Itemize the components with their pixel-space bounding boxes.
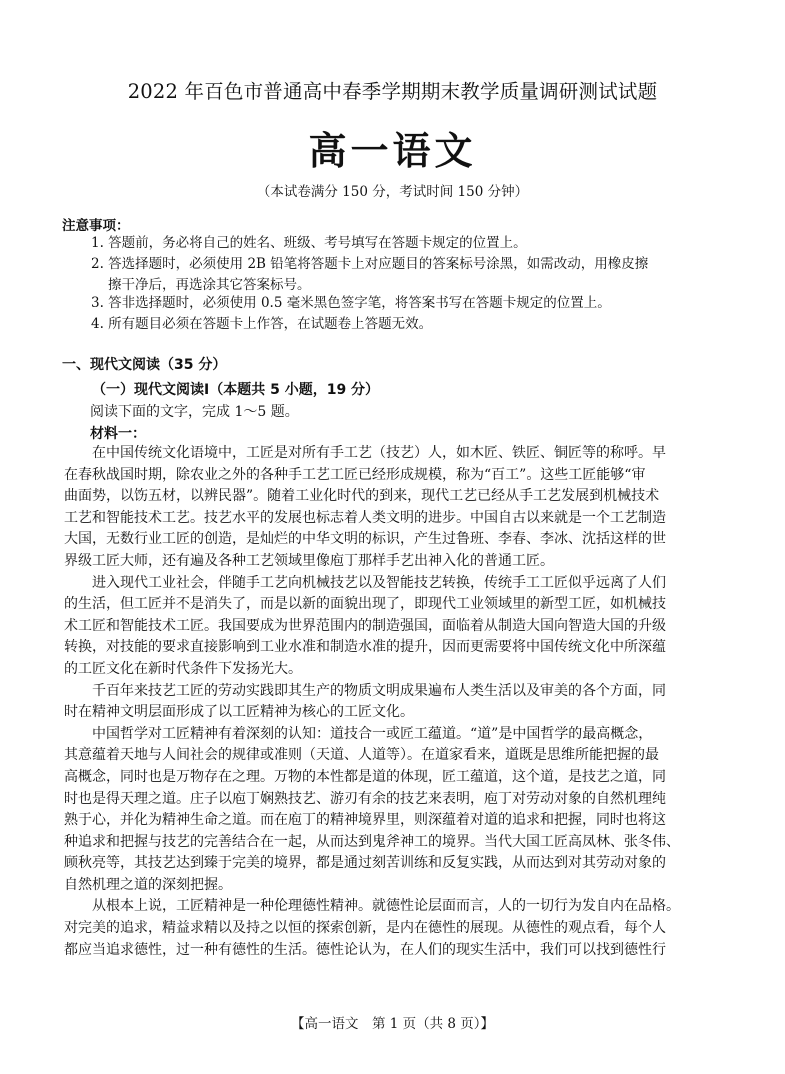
note-line: 3. 答非选择题时，必须使用 0.5 毫米黑色签字笔，将答案书写在答题卡规定的位置上。	[91, 295, 611, 311]
subject-title: 高一语文	[308, 129, 477, 173]
passage-line: 都应当追求德性，过一种有德性的生活。德性论认为，在人们的现实生活中，我们可以找到德性行	[64, 941, 666, 958]
subsection-heading: （一）现代文阅读Ⅰ（本题共 5 小题，19 分）	[92, 382, 380, 398]
note-line: 4. 所有题目必须在答题卡上作答，在试题卷上答题无效。	[91, 316, 433, 332]
reading-passage	[64, 443, 724, 961]
note-item	[91, 233, 731, 254]
passage-line: 曲面势，以饬五材，以辨民器”。随着工业化时代的到来，现代工艺已经从手工艺发展到机械技术	[64, 488, 660, 505]
exam-title: 2022 年百色市普通高中春季学期期末教学质量调研测试试题	[127, 80, 658, 103]
passage-line: 千百年来技艺工匠的劳动实践即其生产的物质文明成果遍布人类生活以及审美的各个方面，同	[92, 682, 666, 699]
passage-line: 顾秋亮等，其技艺达到臻于完美的境界，都是通过刻苦训练和反复实践，从而达到对其劳动对象的	[64, 855, 666, 872]
passage-line: 时在精神文明层面形成了以工匠精神为核心的工匠文化。	[64, 704, 414, 721]
passage-line: 的工匠文化在新时代条件下发扬光大。	[64, 660, 302, 677]
note-item	[91, 293, 731, 314]
page-footer: 【高一语文 第 1 页（共 8 页）】	[290, 1016, 495, 1032]
passage-line: 其意蕴着天地与人间社会的规律或准则（天道、人道等）。在道家看来，道既是思维所能把握的最	[64, 747, 659, 764]
passage-line: 工艺和智能技术工艺。技艺水平的发展也标志着人类文明的进步。中国自古以来就是一个工艺制造	[64, 509, 666, 526]
passage-line: 界级工匠大师，还有遍及各种工艺领域里像庖丁那样手艺出神入化的普通工匠。	[64, 552, 554, 569]
passage-line: 自然机理之道的深刻把握。	[64, 876, 232, 893]
note-line: 擦干净后，再选涂其它答案标号。	[108, 277, 311, 293]
note-line: 2. 答选择题时，必须使用 2B 铅笔将答题卡上对应题目的答案标号涂黑，如需改动，用橡皮擦	[91, 256, 649, 272]
passage-line: 种追求和把握与技艺的完善结合在一起，从而达到鬼斧神工的境界。当代大国工匠高凤林、张冬伟、	[64, 833, 680, 850]
passage-paragraph	[64, 896, 724, 961]
passage-line: 进入现代工业社会，伴随手工艺向机械技艺以及智能技艺转换，传统手工工匠似乎远离了人们	[92, 574, 666, 591]
exam-info: （本试卷满分 150 分，考试时间 150 分钟）	[256, 184, 529, 200]
passage-line: 从根本上说，工匠精神是一种伦理德性精神。就德性论层面而言，人的一切行为发自内在品格。	[92, 898, 680, 915]
notes-heading: 注意事项：	[62, 218, 130, 234]
passage-paragraph	[64, 573, 724, 681]
passage-line: 高概念，同时也是万物存在之理。万物的本性都是道的体现，匠工蕴道，这个道，是技艺之道，同	[64, 768, 666, 785]
passage-line: 在春秋战国时期，除农业之外的各种手工艺工匠已经形成规模，称为“百工”。这些工匠能够“审	[64, 466, 646, 483]
note-item	[91, 314, 731, 335]
passage-paragraph	[64, 724, 724, 897]
passage-line: 熟于心，并化为精神生命之道。而在庖丁的精神境界里，则深蕴着对道的追求和把握，同时也将这	[64, 812, 666, 829]
passage-paragraph	[64, 681, 724, 724]
passage-line: 大国，无数行业工匠的创造，是灿烂的中华文明的标识，产生过鲁班、李春、李冰、沈括这样的世	[64, 531, 666, 548]
passage-line: 在中国传统文化语境中，工匠是对所有手工艺（技艺）人，如木匠、铁匠、铜匠等的称呼。早	[92, 445, 666, 461]
material-label: 材料一：	[90, 426, 146, 442]
note-line: 1. 答题前，务必将自己的姓名、班级、考号填写在答题卡规定的位置上。	[91, 235, 527, 251]
passage-line: 术工匠和智能技术工匠。我国要成为世界范围内的制造强国，面临着从制造大国向智造大国的升级	[64, 617, 666, 634]
section-heading: 一、现代文阅读（35 分）	[62, 357, 227, 373]
reading-instruction: 阅读下面的文字，完成 1～5 题。	[90, 404, 299, 420]
passage-line: 的生活，但工匠并不是消失了，而是以新的面貌出现了，即现代工业领域里的新型工匠，如机械技	[64, 596, 666, 613]
passage-line: 中国哲学对工匠精神有着深刻的认知：道技合一或匠工蕴道。“道”是中国哲学的最高概念，	[92, 725, 653, 742]
passage-paragraph	[64, 443, 724, 573]
passage-line: 时也是得天理之道。庄子以庖丁娴熟技艺、游刃有余的技艺来表明，庖丁对劳动对象的自然机理纯	[64, 790, 666, 807]
passage-line: 转换，对技能的要求直接影响到工业水准和制造水准的提升，因而更需要将中国传统文化中所深蕴	[64, 639, 666, 656]
note-item	[91, 254, 731, 296]
passage-line: 对完美的追求，精益求精以及持之以恒的探索创新，是内在德性的展现。从德性的观点看，每个人	[64, 920, 666, 937]
